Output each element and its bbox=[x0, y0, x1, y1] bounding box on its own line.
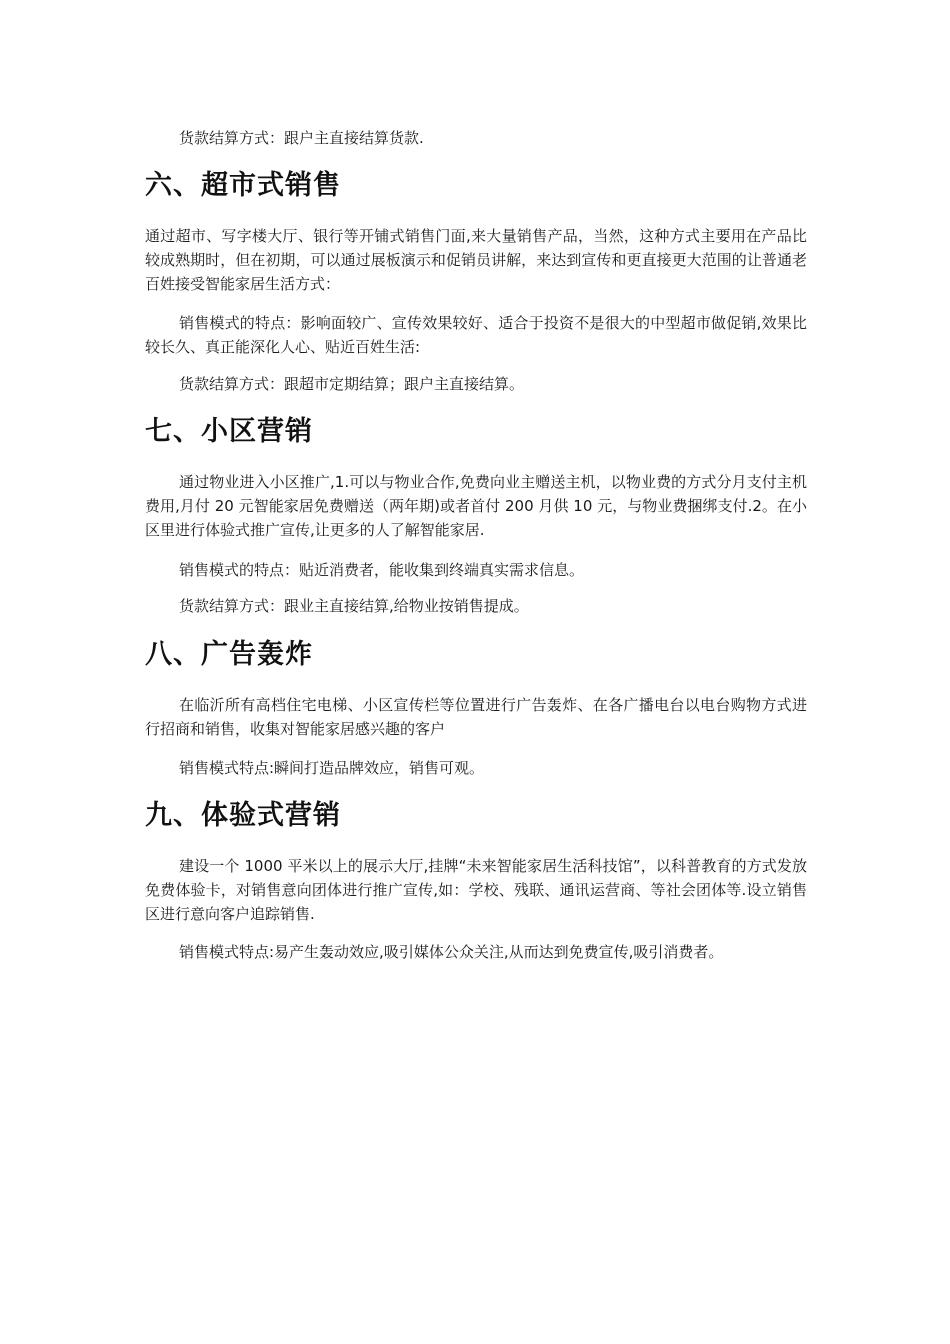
section-heading-9: 九、体验式营销 bbox=[145, 800, 341, 831]
payment-settlement-paragraph-5: 货款结算方式：跟户主直接结算货款. bbox=[179, 129, 424, 147]
experience-features-paragraph: 销售模式特点:易产生轰动效应,吸引媒体公众关注,从而达到免费宣传,吸引消费者。 bbox=[179, 943, 724, 961]
advertising-features-paragraph: 销售模式特点:瞬间打造品牌效应，销售可观。 bbox=[179, 759, 485, 777]
section-heading-6: 六、超市式销售 bbox=[145, 170, 341, 201]
experience-marketing-paragraph: 建设一个 1000 平米以上的展示大厅,挂牌“未来智能家居生活科技馆”，以科普教育的方式发放免费体验卡，对销售意向团体进行推广宣传,如：学校、残联、通讯运营商、等社会团体等.设立销售区进行意向客户追踪销售. bbox=[145, 857, 807, 923]
community-payment-paragraph: 货款结算方式：跟业主直接结算,给物业按销售提成。 bbox=[179, 597, 529, 615]
supermarket-payment-paragraph: 货款结算方式：跟超市定期结算；跟户主直接结算。 bbox=[179, 375, 525, 393]
section-heading-8: 八、广告轰炸 bbox=[145, 639, 313, 670]
community-marketing-paragraph: 通过物业进入小区推广,1.可以与物业合作,免费向业主赠送主机，以物业费的方式分月支付主机费用,月付 20 元智能家居免费赠送（两年期)或者首付 200 月供 10 元，与物业费捆绑支付.2。在小区里进行体验式推广宣传,让更多的人了解智能家居. bbox=[145, 473, 807, 539]
supermarket-features-paragraph: 销售模式的特点：影响面较广、宣传效果较好、适合于投资不是很大的中型超市做促销,效果比较长久、真正能深化人心、贴近百姓生活: bbox=[145, 314, 807, 356]
advertising-paragraph: 在临沂所有高档住宅电梯、小区宣传栏等位置进行广告轰炸、在各广播电台以电台购物方式进行招商和销售，收集对智能家居感兴趣的客户 bbox=[145, 696, 807, 738]
community-features-paragraph: 销售模式的特点：贴近消费者，能收集到终端真实需求信息。 bbox=[179, 561, 585, 579]
section-heading-7: 七、小区营销 bbox=[145, 416, 313, 447]
supermarket-sales-paragraph: 通过超市、写字楼大厅、银行等开铺式销售门面,来大量销售产品，当然，这种方式主要用在产品比较成熟期时，但在初期，可以通过展板演示和促销员讲解，来达到宣传和更直接更大范围的让普通老百姓接受智能家居生活方式： bbox=[145, 227, 807, 293]
